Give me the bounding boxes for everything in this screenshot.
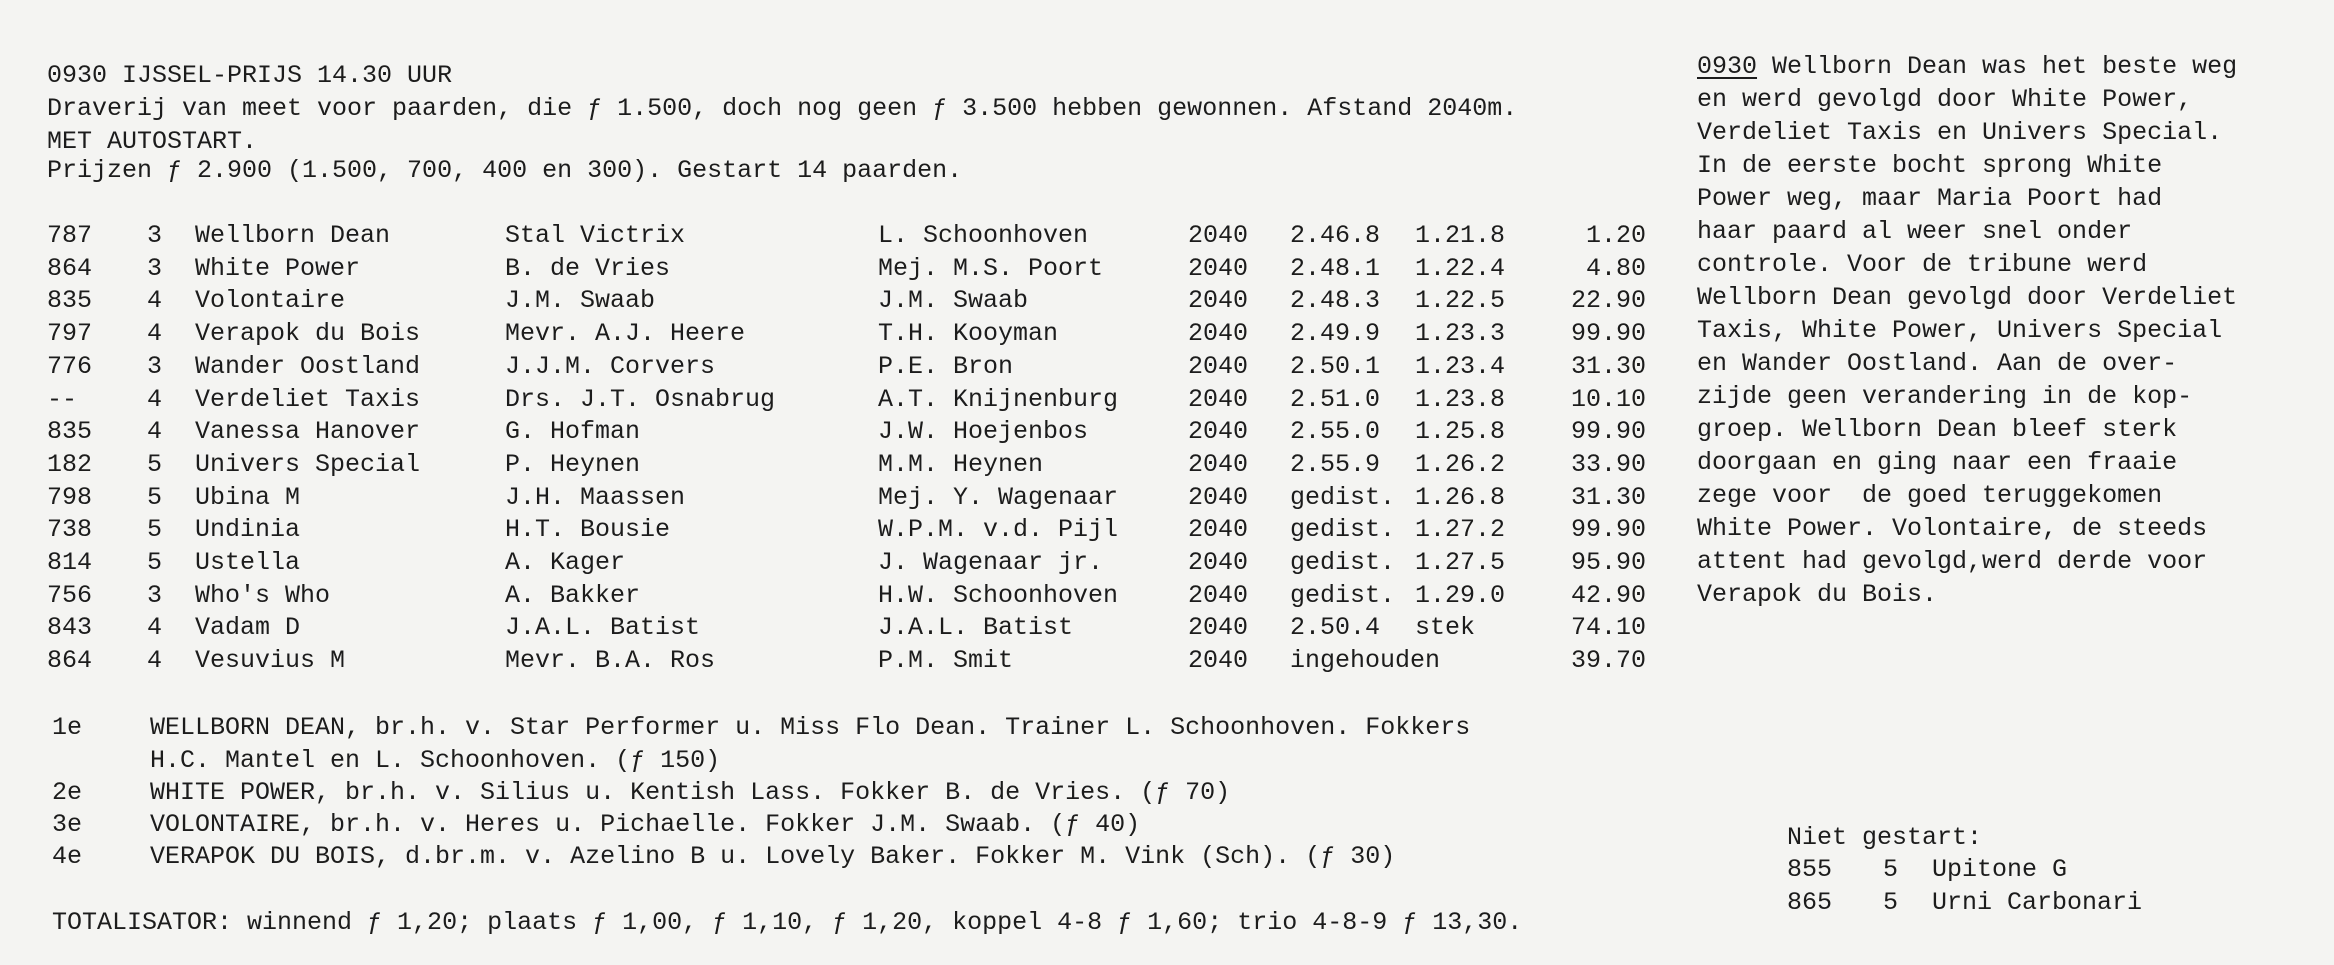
- not-started-age: 5: [1883, 855, 1899, 884]
- cell-owner: Mevr. B.A. Ros: [505, 646, 716, 676]
- cell-driver: L. Schoonhoven: [878, 221, 1089, 250]
- cell-age: 4: [147, 417, 163, 447]
- cell-time: 2.55.9: [1290, 449, 1381, 479]
- cell-num: 814: [47, 548, 93, 577]
- table-row: [0, 253, 1700, 285]
- cell-time: 2.48.1: [1290, 253, 1381, 283]
- report-line: controle. Voor de tribune werd: [1697, 250, 2148, 279]
- cell-num: 835: [47, 286, 93, 316]
- cell-owner: Stal Victrix: [505, 221, 686, 250]
- cell-dist: 2040: [1188, 286, 1249, 316]
- cell-owner: J.J.M. Corvers: [505, 351, 716, 381]
- cell-age: 4: [147, 286, 163, 316]
- table-row: [0, 580, 1700, 612]
- cell-dist: 2040: [1188, 449, 1249, 479]
- report-line: en werd gevolgd door White Power,: [1697, 85, 2193, 114]
- table-row: [0, 645, 1700, 677]
- table-row: [0, 449, 1700, 481]
- not-started-age: 5: [1883, 888, 1899, 917]
- race-report: [1697, 50, 2317, 611]
- cell-horse: Who's Who: [195, 580, 331, 610]
- cell-horse: Volontaire: [195, 286, 346, 316]
- cell-owner: B. de Vries: [505, 253, 671, 283]
- cell-time: gedist.: [1290, 515, 1396, 545]
- cell-owner: A. Bakker: [505, 580, 641, 610]
- cell-km: 1.22.4: [1415, 253, 1506, 283]
- race-title: 0930 IJSSEL-PRIJS 14.30 UUR: [47, 61, 453, 90]
- cell-num: 835: [47, 417, 93, 447]
- cell-time: 2.50.4: [1290, 613, 1381, 643]
- report-line: Verdeliet Taxis en Univers Special.: [1697, 118, 2223, 147]
- cell-num: 797: [47, 319, 93, 349]
- report-line: en Wander Oostland. Aan de over-: [1697, 349, 2178, 378]
- cell-dist: 2040: [1188, 384, 1249, 414]
- cell-driver: J. Wagenaar jr.: [878, 548, 1104, 577]
- cell-odds: 33.90: [1570, 449, 1646, 479]
- table-row: [0, 384, 1700, 416]
- prize-info: Prijzen ƒ 2.900 (1.500, 700, 400 en 300). Gestart 14 paarden.: [47, 156, 963, 185]
- cell-age: 5: [147, 449, 163, 479]
- not-started-num: 855: [1787, 855, 1833, 884]
- report-line: Power weg, maar Maria Poort had: [1697, 184, 2163, 213]
- cell-age: 5: [147, 548, 163, 577]
- cell-num: 182: [47, 449, 93, 479]
- race-ref: 0930: [1697, 52, 1758, 81]
- cell-driver: J.M. Swaab: [878, 286, 1029, 316]
- cell-time: ingehouden: [1290, 646, 1441, 676]
- placing-text: WELLBORN DEAN, br.h. v. Star Performer u. Miss Flo Dean. Trainer L. Schoonhoven. Fokkers: [150, 713, 1471, 742]
- placing-label: 1e: [52, 713, 83, 742]
- placing-label: 2e: [52, 778, 83, 807]
- cell-odds: 22.90: [1570, 286, 1646, 316]
- cell-age: 5: [147, 482, 163, 512]
- cell-num: 776: [47, 351, 93, 381]
- report-line: Taxis, White Power, Univers Special: [1697, 316, 2223, 345]
- not-started-horse: Upitone G: [1932, 855, 2068, 884]
- cell-driver: H.W. Schoonhoven: [878, 580, 1119, 610]
- cell-age: 4: [147, 646, 163, 676]
- cell-age: 3: [147, 580, 163, 610]
- cell-time: 2.48.3: [1290, 286, 1381, 316]
- totalisator: TOTALISATOR: winnend ƒ 1,20; plaats ƒ 1,00, ƒ 1,10, ƒ 1,20, koppel 4-8 ƒ 1,60; trio 4-8-9 ƒ 13,30.: [52, 908, 1523, 937]
- cell-odds: 42.90: [1570, 580, 1646, 610]
- cell-horse: Univers Special: [195, 449, 421, 479]
- cell-km: stek: [1415, 613, 1476, 643]
- cell-age: 3: [147, 253, 163, 283]
- cell-km: 1.21.8: [1415, 221, 1506, 250]
- cell-owner: Mevr. A.J. Heere: [505, 319, 746, 349]
- cell-num: 756: [47, 580, 93, 610]
- cell-time: 2.55.0: [1290, 417, 1381, 447]
- cell-dist: 2040: [1188, 253, 1249, 283]
- report-line: Verapok du Bois.: [1697, 580, 1938, 609]
- cell-num: --: [47, 384, 78, 414]
- cell-dist: 2040: [1188, 613, 1249, 643]
- cell-odds: 31.30: [1570, 482, 1646, 512]
- cell-odds: 1.20: [1585, 221, 1646, 250]
- placing-label: 4e: [52, 842, 83, 871]
- cell-horse: Ustella: [195, 548, 301, 577]
- table-row: [0, 351, 1700, 383]
- cell-horse: Vesuvius M: [195, 646, 346, 676]
- report-line: In de eerste bocht sprong White: [1697, 151, 2163, 180]
- cell-time: 2.46.8: [1290, 221, 1381, 250]
- cell-horse: Vadam D: [195, 613, 301, 643]
- cell-num: 798: [47, 482, 93, 512]
- cell-dist: 2040: [1188, 580, 1249, 610]
- cell-km: 1.23.8: [1415, 384, 1506, 414]
- cell-dist: 2040: [1188, 221, 1249, 250]
- cell-owner: J.H. Maassen: [505, 482, 686, 512]
- cell-time: gedist.: [1290, 580, 1396, 610]
- cell-dist: 2040: [1188, 646, 1249, 676]
- cell-dist: 2040: [1188, 548, 1249, 577]
- cell-age: 4: [147, 613, 163, 643]
- cell-owner: H.T. Bousie: [505, 515, 671, 545]
- cell-owner: Drs. J.T. Osnabrug: [505, 384, 776, 414]
- placing-text: VERAPOK DU BOIS, d.br.m. v. Azelino B u. Lovely Baker. Fokker M. Vink (Sch). (ƒ 30): [150, 842, 1396, 871]
- cell-horse: Ubina M: [195, 482, 301, 512]
- cell-km: 1.23.4: [1415, 351, 1506, 381]
- report-line: haar paard al weer snel onder: [1697, 217, 2133, 246]
- cell-driver: P.E. Bron: [878, 351, 1014, 381]
- cell-owner: J.A.L. Batist: [505, 613, 701, 643]
- cell-km: 1.22.5: [1415, 286, 1506, 316]
- cell-odds: 99.90: [1570, 515, 1646, 545]
- cell-age: 3: [147, 221, 163, 250]
- cell-km: 1.26.2: [1415, 449, 1506, 479]
- cell-odds: 99.90: [1570, 319, 1646, 349]
- cell-dist: 2040: [1188, 417, 1249, 447]
- cell-age: 4: [147, 384, 163, 414]
- table-row: [0, 285, 1700, 317]
- cell-driver: A.T. Knijnenburg: [878, 384, 1119, 414]
- cell-driver: Mej. Y. Wagenaar: [878, 482, 1119, 512]
- report-line: zijde geen verandering in de kop-: [1697, 382, 2193, 411]
- table-row: [0, 318, 1700, 350]
- report-first-line: [1697, 50, 2317, 83]
- cell-age: 3: [147, 351, 163, 381]
- cell-num: 864: [47, 253, 93, 283]
- cell-km: 1.29.0: [1415, 580, 1506, 610]
- cell-km: 1.26.8: [1415, 482, 1506, 512]
- cell-odds: 31.30: [1570, 351, 1646, 381]
- cell-odds: 4.80: [1585, 253, 1646, 283]
- cell-horse: Wellborn Dean: [195, 221, 391, 250]
- cell-horse: Wander Oostland: [195, 351, 421, 381]
- cell-km: 1.27.2: [1415, 515, 1506, 545]
- cell-num: 843: [47, 613, 93, 643]
- cell-owner: P. Heynen: [505, 449, 641, 479]
- race-conditions: Draverij van meet voor paarden, die ƒ 1.500, doch nog geen ƒ 3.500 hebben gewonnen. Afstand 2040m.: [47, 94, 1518, 123]
- report-first-text: Wellborn Dean was het beste weg: [1757, 52, 2238, 81]
- report-line: attent had gevolgd,werd derde voor: [1697, 547, 2208, 576]
- cell-horse: Undinia: [195, 515, 301, 545]
- table-row: [0, 612, 1700, 644]
- not-started-title: Niet gestart:: [1787, 823, 1983, 852]
- cell-odds: 39.70: [1570, 646, 1646, 676]
- cell-dist: 2040: [1188, 351, 1249, 381]
- cell-km: 1.27.5: [1415, 548, 1506, 577]
- cell-driver: J.W. Hoejenbos: [878, 417, 1089, 447]
- cell-num: 738: [47, 515, 93, 545]
- cell-km: 1.23.3: [1415, 319, 1506, 349]
- cell-dist: 2040: [1188, 482, 1249, 512]
- cell-odds: 99.90: [1570, 417, 1646, 447]
- table-row: [0, 482, 1700, 514]
- cell-age: 4: [147, 319, 163, 349]
- not-started-horse: Urni Carbonari: [1932, 888, 2143, 917]
- cell-driver: Mej. M.S. Poort: [878, 253, 1104, 283]
- cell-dist: 2040: [1188, 515, 1249, 545]
- cell-num: 787: [47, 221, 93, 250]
- table-row: [0, 547, 1700, 579]
- cell-owner: G. Hofman: [505, 417, 641, 447]
- table-row: [0, 416, 1700, 448]
- report-line: groep. Wellborn Dean bleef sterk: [1697, 415, 2178, 444]
- cell-horse: White Power: [195, 253, 361, 283]
- cell-time: gedist.: [1290, 548, 1396, 577]
- cell-driver: M.M. Heynen: [878, 449, 1044, 479]
- cell-num: 864: [47, 646, 93, 676]
- table-row: [0, 220, 1700, 252]
- cell-horse: Vanessa Hanover: [195, 417, 421, 447]
- cell-horse: Verapok du Bois: [195, 319, 421, 349]
- cell-horse: Verdeliet Taxis: [195, 384, 421, 414]
- cell-odds: 10.10: [1570, 384, 1646, 414]
- cell-driver: J.A.L. Batist: [878, 613, 1074, 643]
- cell-time: 2.50.1: [1290, 351, 1381, 381]
- cell-age: 5: [147, 515, 163, 545]
- table-row: [0, 514, 1700, 546]
- report-line: Wellborn Dean gevolgd door Verdeliet: [1697, 283, 2238, 312]
- cell-time: 2.49.9: [1290, 319, 1381, 349]
- cell-dist: 2040: [1188, 319, 1249, 349]
- cell-odds: 95.90: [1570, 548, 1646, 577]
- report-line: doorgaan en ging naar een fraaie: [1697, 448, 2178, 477]
- placing-text: WHITE POWER, br.h. v. Silius u. Kentish Lass. Fokker B. de Vries. (ƒ 70): [150, 778, 1231, 807]
- placing-text: VOLONTAIRE, br.h. v. Heres u. Pichaelle. Fokker J.M. Swaab. (ƒ 40): [150, 810, 1141, 839]
- report-line: zege voor de goed teruggekomen: [1697, 481, 2163, 510]
- report-line: White Power. Volontaire, de steeds: [1697, 514, 2208, 543]
- cell-driver: T.H. Kooyman: [878, 319, 1059, 349]
- cell-km: 1.25.8: [1415, 417, 1506, 447]
- cell-odds: 74.10: [1570, 613, 1646, 643]
- cell-time: 2.51.0: [1290, 384, 1381, 414]
- cell-driver: P.M. Smit: [878, 646, 1014, 676]
- placing-label: 3e: [52, 810, 83, 839]
- cell-owner: J.M. Swaab: [505, 286, 656, 316]
- cell-owner: A. Kager: [505, 548, 626, 577]
- start-type: MET AUTOSTART.: [47, 127, 258, 156]
- cell-driver: W.P.M. v.d. Pijl: [878, 515, 1119, 545]
- not-started-num: 865: [1787, 888, 1833, 917]
- cell-time: gedist.: [1290, 482, 1396, 512]
- placing-text: H.C. Mantel en L. Schoonhoven. (ƒ 150): [150, 746, 721, 775]
